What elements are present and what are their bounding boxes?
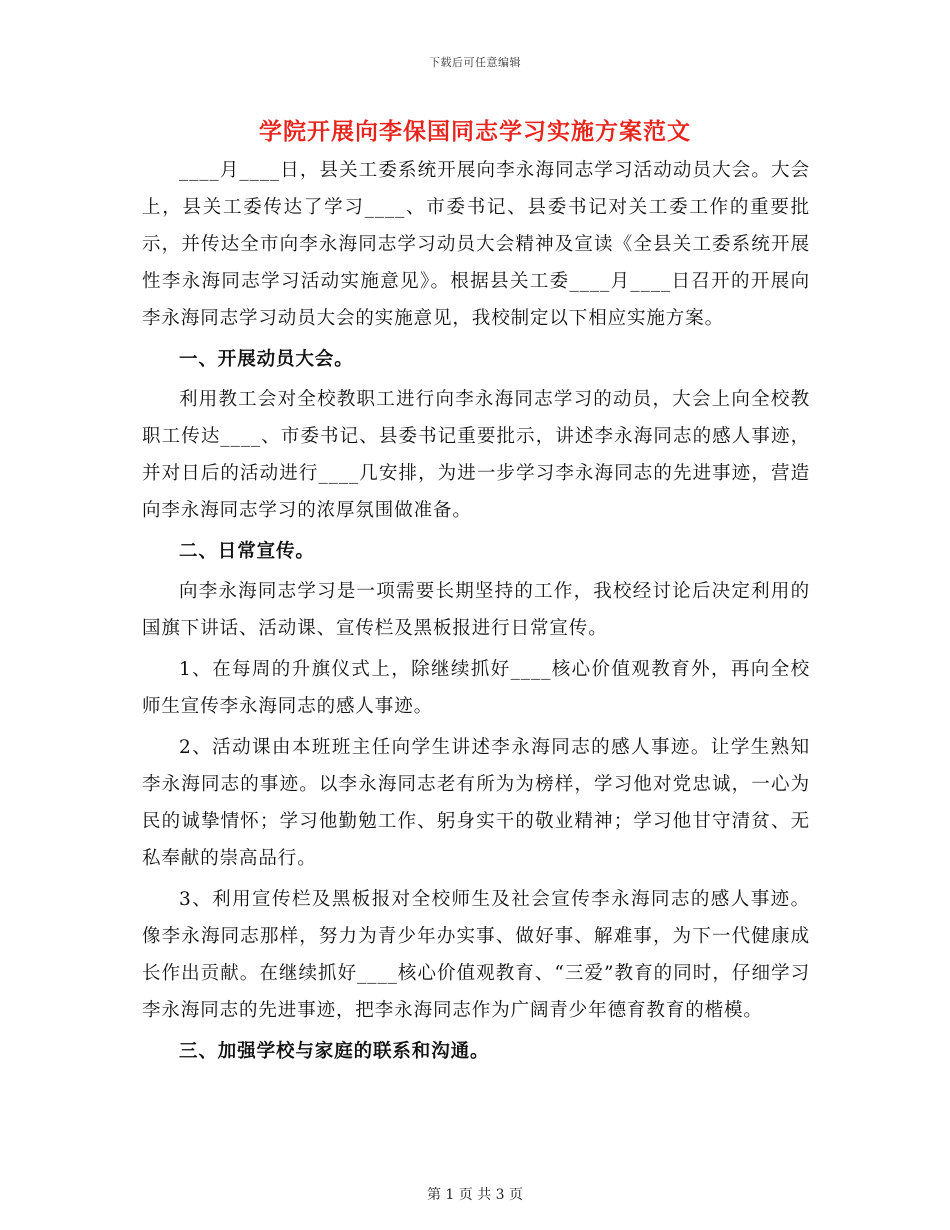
section-heading-3: 三、加强学校与家庭的联系和沟通。 [179, 1041, 490, 1062]
document-body [142, 152, 810, 1073]
list-item-3: 3、利用宣传栏及黑板报对全校师生及社会宣传李永海同志的感人事迹。像李永海同志那样，努力为青少年办实事、做好事、解难事，为下一代健康成长作出贡献。在继续抓好____核心价值观教育、“三爱”教育的同时，仔细学习李永海同志的先进事迹，把李永海同志作为广阔青少年德育教育的楷模。 [142, 889, 810, 1021]
section-1-paragraph: 利用教工会对全校教职工进行向李永海同志学习的动员，大会上向全校教职工传达____、市委书记、县委书记重要批示，讲述李永海同志的感人事迹，并对日后的活动进行____几安排，为进一步学习李永海同志的先进事迹，营造向李永海同志学习的浓厚氛围做准备。 [142, 389, 810, 521]
section-2-paragraph: 向李永海同志学习是一项需要长期坚持的工作，我校经讨论后决定利用的国旗下讲话、活动课、宣传栏及黑板报进行日常宣传。 [142, 581, 810, 639]
section-heading-1: 一、开展动员大会。 [179, 349, 354, 370]
page-number-footer: 第 1 页 共 3 页 [426, 1187, 524, 1203]
list-item-2: 2、活动课由本班班主任向学生讲述李永海同志的感人事迹。让学生熟知李永海同志的事迹。以李永海同志老有所为为榜样，学习他对党忠诚，一心为民的诚挚情怀；学习他勤勉工作、躬身实干的敬业精神；学习他甘守清贫、无私奉献的崇高品行。 [142, 737, 810, 869]
intro-paragraph: ____月____日，县关工委系统开展向李永海同志学习活动动员大会。大会上，县关工委传达了学习____、市委书记、县委书记对关工委工作的重要批示，并传达全市向李永海同志学习动员大会精神及宣读《全县关工委系统开展性李永海同志学习活动实施意见》。根据县关工委____月____日召开的开展向李永海同志学习动员大会的实施意见，我校制定以下相应实施方案。 [142, 160, 810, 329]
header-note: 下载后可任意编辑 [429, 56, 521, 69]
list-item-1: 1、在每周的升旗仪式上，除继续抓好____核心价值观教育外，再向全校师生宣传李永海同志的感人事迹。 [142, 659, 810, 717]
document-title: 学院开展向李保国同志学习实施方案范文 [259, 118, 691, 145]
section-heading-2: 二、日常宣传。 [179, 541, 315, 562]
